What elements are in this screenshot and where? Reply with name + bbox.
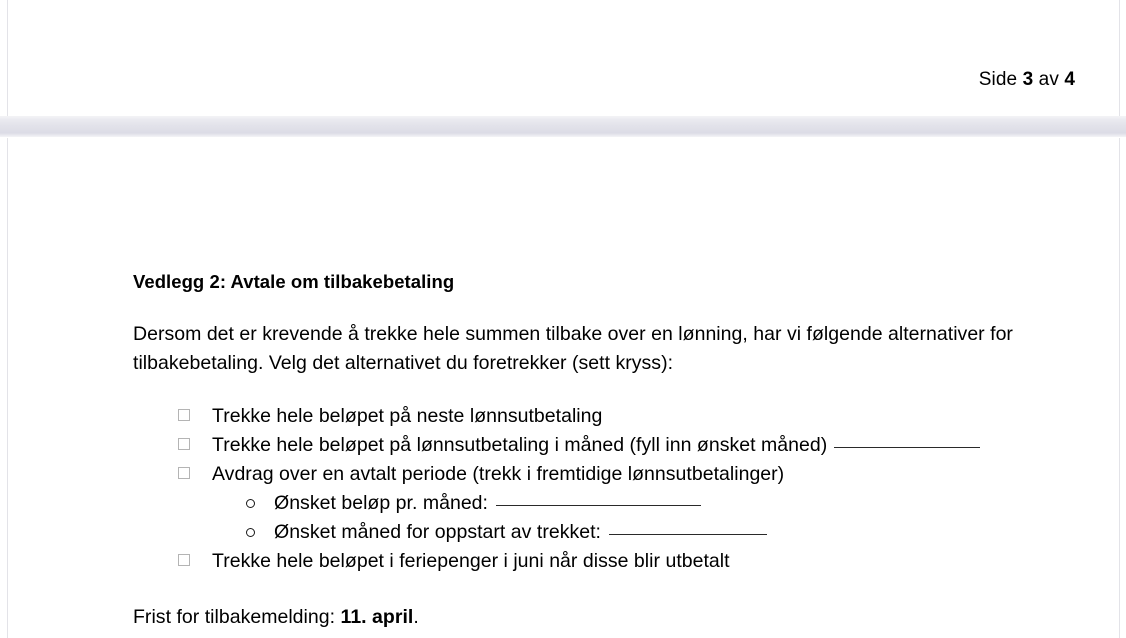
page-separator	[0, 116, 1126, 138]
sub-option-label: Ønsket måned for oppstart av trekket:	[274, 521, 601, 543]
list-item[interactable]	[133, 547, 1085, 576]
repayment-options-list	[133, 377, 1085, 576]
deadline-suffix: .	[413, 606, 419, 628]
sub-option-label: Ønsket beløp pr. måned:	[274, 492, 488, 514]
list-item[interactable]	[133, 489, 1085, 518]
document-content	[133, 138, 1085, 631]
page-number-footer	[979, 68, 1075, 92]
list-item[interactable]	[133, 402, 1085, 431]
page-footer-current: 3	[1022, 69, 1034, 90]
checkbox-icon[interactable]	[178, 409, 190, 421]
deadline-paragraph	[133, 576, 1085, 631]
intro-paragraph: Dersom det er krevende å trekke hele summen tilbake over en lønning, har vi følgende alternativer for tilbakebetaling. Velg det alternativet du foretrekker (sett kryss):	[133, 323, 1013, 374]
list-item[interactable]	[133, 431, 1085, 460]
month-blank-field[interactable]	[834, 447, 980, 448]
page-footer-separator: av	[1038, 69, 1059, 90]
option-label: Avdrag over en avtalt periode (trekk i fremtidige lønnsutbetalinger)	[212, 463, 785, 485]
circle-bullet-icon	[246, 499, 255, 508]
installment-sub-list	[133, 489, 1085, 547]
checkbox-icon[interactable]	[178, 438, 190, 450]
option-label: Trekke hele beløpet i feriepenger i juni når disse blir utbetalt	[212, 550, 730, 572]
start-month-blank-field[interactable]	[609, 534, 767, 535]
document-page-previous	[8, 0, 1119, 116]
list-item[interactable]	[133, 518, 1085, 547]
list-item[interactable]	[133, 460, 1085, 489]
amount-blank-field[interactable]	[496, 505, 701, 506]
sub-options-container	[133, 489, 1085, 547]
page-footer-prefix: Side	[978, 69, 1018, 90]
circle-bullet-icon	[246, 528, 255, 537]
page-right-edge	[1119, 0, 1120, 638]
checkbox-icon[interactable]	[178, 467, 190, 479]
deadline-prefix: Frist for tilbakemelding:	[133, 606, 336, 628]
option-label: Trekke hele beløpet på lønnsutbetaling i måned (fyll inn ønsket måned)	[212, 434, 828, 456]
attachment-heading: Vedlegg 2: Avtale om tilbakebetaling	[133, 271, 455, 292]
checkbox-icon[interactable]	[178, 554, 190, 566]
document-page-current	[8, 138, 1119, 638]
option-label: Trekke hele beløpet på neste lønnsutbetaling	[212, 405, 603, 427]
deadline-date: 11. april	[340, 606, 414, 628]
page-footer-total: 4	[1064, 69, 1075, 90]
